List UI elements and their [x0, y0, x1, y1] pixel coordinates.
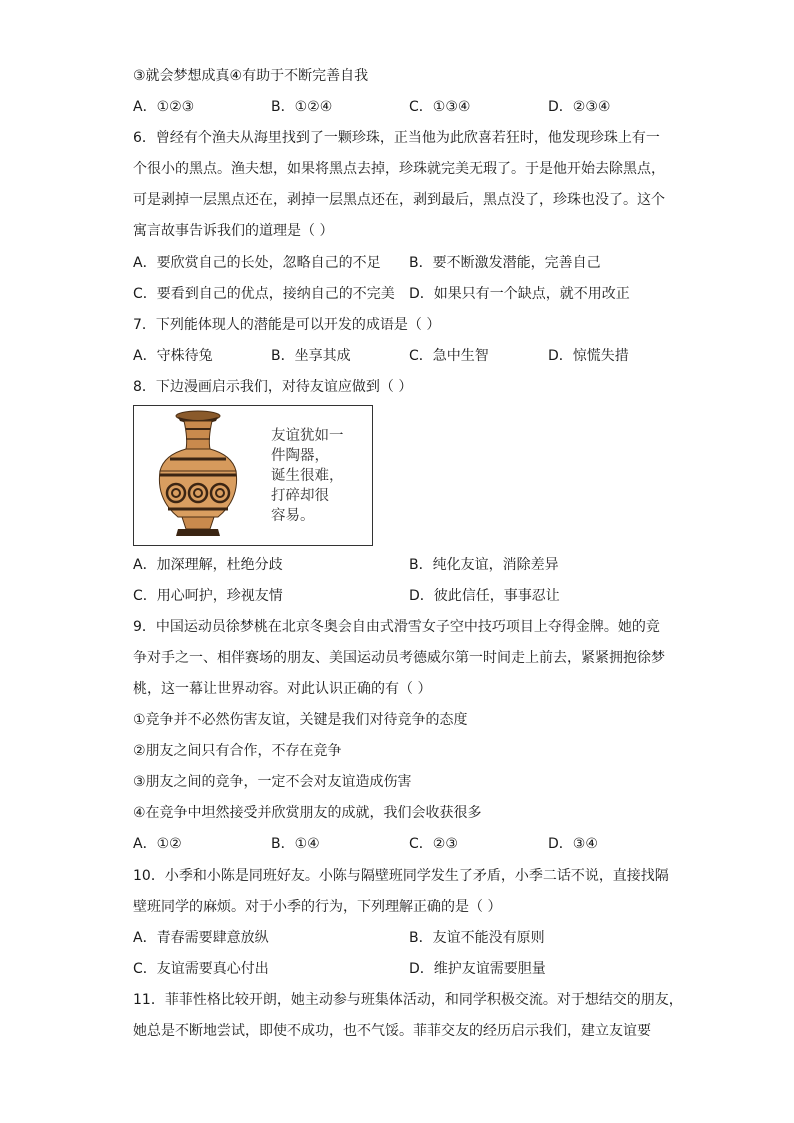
q8-option-d: D．彼此信任，事事忍让	[409, 588, 560, 604]
q9-statement-2: ②朋友之间只有合作，不存在竞争	[133, 743, 342, 759]
q6-option-a: A．要欣赏自己的长处，忽略自己的不足	[133, 255, 381, 271]
q10-option-c: C．友谊需要真心付出	[133, 961, 269, 977]
caption-line: 打碎却很	[271, 488, 329, 504]
q6-stem-line-1: 6．曾经有个渔夫从海里找到了一颗珍珠，正当他为此欣喜若狂时，他发现珍珠上有一	[133, 130, 660, 146]
caption-line: 诞生很难，	[271, 468, 344, 484]
q5-option-d: D．②③④	[548, 99, 611, 115]
q6-stem-line-4: 寓言故事告诉我们的道理是（ ）	[133, 223, 334, 239]
q10-stem-line-1: 10．小季和小陈是同班好友。小陈与隔壁班同学发生了矛盾，小季二话不说，直接找隔	[133, 868, 669, 884]
q9-stem-line-1: 9．中国运动员徐梦桃在北京冬奥会自由式滑雪女子空中技巧项目上夺得金牌。她的竞	[133, 619, 660, 635]
q9-option-a: A．①②	[133, 836, 182, 852]
q10-option-a: A．青春需要肆意放纵	[133, 930, 269, 946]
q7-option-c: C．急中生智	[409, 348, 489, 364]
q5-option-c: C．①③④	[409, 99, 471, 115]
q6-stem-line-2: 个很小的黑点。渔夫想，如果将黑点去掉，珍珠就完美无瑕了。于是他开始去除黑点，	[133, 161, 665, 177]
q11-stem-line-2: 她总是不断地尝试，即使不成功，也不气馁。菲菲交友的经历启示我们，建立友谊要	[133, 1023, 651, 1039]
q8-option-a: A．加深理解，杜绝分歧	[133, 557, 283, 573]
q5-statement-tail: ③就会梦想成真④有助于不断完善自我	[133, 68, 369, 84]
q7-stem: 7．下列能体现人的潜能是可以开发的成语是（ ）	[133, 317, 441, 333]
q9-statement-4: ④在竞争中坦然接受并欣赏朋友的成就，我们会收获很多	[133, 805, 482, 821]
q9-statement-1: ①竞争并不必然伤害友谊，关键是我们对待竞争的态度	[133, 712, 468, 728]
q7-option-b: B．坐享其成	[271, 348, 351, 364]
caption-line: 友谊犹如一	[271, 428, 344, 444]
q5-option-a: A．①②③	[133, 99, 195, 115]
q9-option-c: C．②③	[409, 836, 458, 852]
q9-stem-line-2: 争对手之一、相伴赛场的朋友、美国运动员考德威尔第一时间走上前去，紧紧拥抱徐梦	[133, 650, 665, 666]
q9-stem-line-3: 桃，这一幕让世界动容。对此认识正确的有（ ）	[133, 681, 432, 697]
q9-option-b: B．①④	[271, 836, 320, 852]
q6-option-c: C．要看到自己的优点，接纳自己的不完美	[133, 286, 395, 302]
q10-option-b: B．友谊不能没有原则	[409, 930, 545, 946]
caption-line: 容易。	[271, 508, 315, 524]
pottery-vase-image	[148, 409, 248, 543]
q10-stem-line-2: 壁班同学的麻烦。对于小季的行为，下列理解正确的是（ ）	[133, 899, 502, 915]
q8-stem: 8．下边漫画启示我们，对待友谊应做到（ ）	[133, 379, 413, 395]
q9-option-d: D．③④	[548, 836, 598, 852]
q7-option-d: D．惊慌失措	[548, 348, 629, 364]
q5-option-b: B．①②④	[271, 99, 333, 115]
q9-statement-3: ③朋友之间的竞争，一定不会对友谊造成伤害	[133, 774, 412, 790]
q8-option-b: B．纯化友谊，消除差异	[409, 557, 559, 573]
q8-cartoon-caption	[271, 426, 344, 526]
q10-option-d: D．维护友谊需要胆量	[409, 961, 546, 977]
q6-option-b: B．要不断激发潜能，完善自己	[409, 255, 601, 271]
q8-cartoon-figure	[133, 405, 373, 546]
q6-option-d: D．如果只有一个缺点，就不用改正	[409, 286, 630, 302]
q8-option-c: C．用心呵护，珍视友情	[133, 588, 283, 604]
caption-line: 件陶器，	[271, 448, 329, 464]
q7-option-a: A．守株待兔	[133, 348, 213, 364]
q11-stem-line-1: 11．菲菲性格比较开朗，她主动参与班集体活动，和同学积极交流。对于想结交的朋友，	[133, 992, 683, 1008]
q6-stem-line-3: 可是剥掉一层黑点还在，剥掉一层黑点还在，剥到最后，黑点没了，珍珠也没了。这个	[133, 192, 665, 208]
